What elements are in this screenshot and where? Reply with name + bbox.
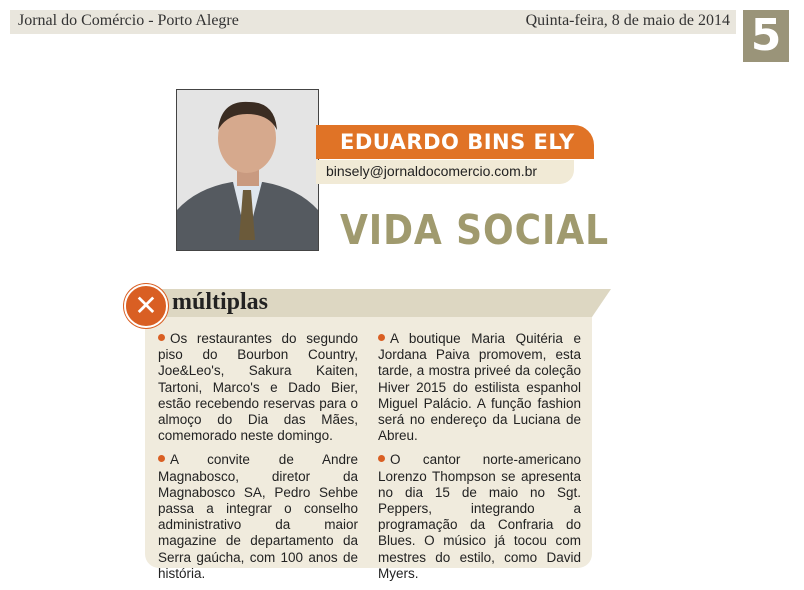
newspaper-name: Jornal do Comércio - Porto Alegre [18,12,239,29]
bullet-icon [378,334,385,341]
publication-date: Quinta-feira, 8 de maio de 2014 [525,12,730,29]
column-title: VIDA SOCIAL [340,206,609,254]
left-column [158,331,358,590]
x-icon: ✕ [124,284,168,328]
person-photo-icon [177,90,318,250]
bullet-icon [378,455,385,462]
bullet-icon [158,334,165,341]
list-item: Os restaurantes do segundo piso do Bourbon Country, Joe&Leo's, Sakura Kaiten, Tartoni, Marco's e Dado Bier, estão recebendo reservas para o almoço do Dia das Mães, comemorado neste domingo. [158,331,358,444]
author-email[interactable]: binsely@jornaldocomercio.com.br [326,163,538,179]
list-item: O cantor norte-americano Lorenzo Thompson se apresenta no dia 15 de maio no Sgt. Peppers, integrando a programação da Confraria do Blues. O músico já tocou com mestres do estilo, como David Myers. [378,452,581,581]
list-item: A convite de Andre Magnabosco, diretor da Magnabosco SA, Pedro Sehbe passa a integrar o conselho administrativo da maior magazine de departamento da Serra gaúcha, com 100 anos de história. [158,452,358,581]
section-label: múltiplas [172,289,269,315]
page-number: 5 [743,10,789,62]
author-photo [176,89,319,251]
list-item: A boutique Maria Quitéria e Jordana Paiva promovem, esta tarde, a mostra priveé da coleção Hiver 2015 do estilista espanhol Miguel Palácio. A função fashion será no endereço da Luciana de Abreu. [378,331,581,444]
bullet-icon [158,455,165,462]
author-name: EDUARDO BINS ELY [340,130,575,154]
right-column [378,331,581,590]
